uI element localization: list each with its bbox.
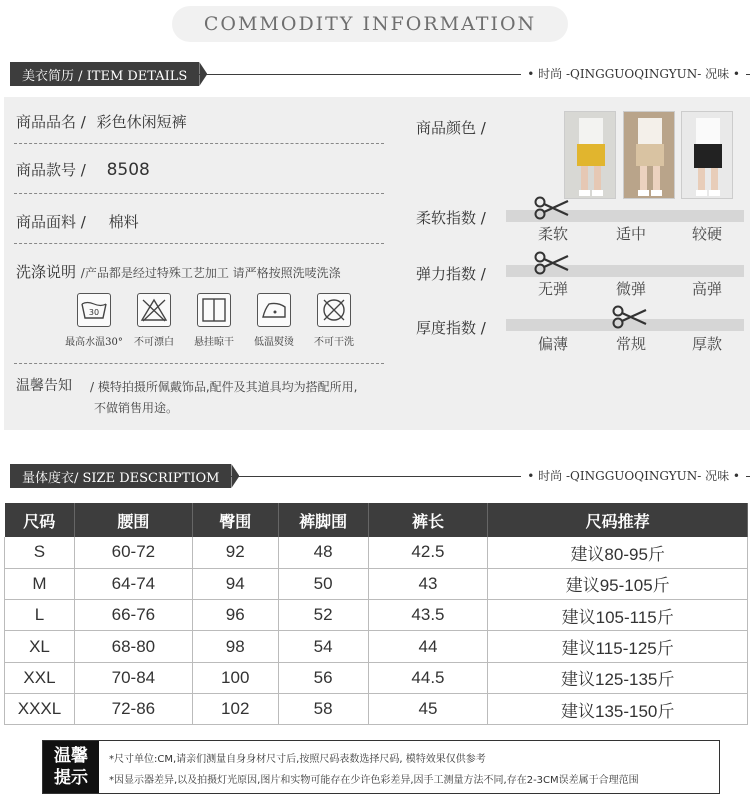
divider	[14, 363, 384, 364]
table-cell: 72-86	[74, 693, 192, 724]
table-cell: 94	[192, 568, 278, 599]
table-cell: 68-80	[74, 631, 192, 662]
table-cell: 建议135-150斤	[488, 693, 748, 724]
fabric-label: 商品面料 /	[16, 213, 86, 231]
scissors-icon	[534, 195, 570, 221]
scale-option: 柔软	[538, 225, 569, 243]
table-cell: 100	[192, 662, 278, 693]
column-header: 尺码	[5, 503, 75, 537]
table-row	[5, 693, 748, 724]
divider	[14, 143, 384, 144]
table-cell: 44.5	[368, 662, 488, 693]
table-cell: 50	[278, 568, 368, 599]
yellow-shorts-photo	[564, 111, 616, 199]
table-cell: 58	[278, 693, 368, 724]
table-cell: 54	[278, 631, 368, 662]
table-cell: 43.5	[368, 600, 488, 631]
details-left-column	[4, 97, 388, 430]
care-item	[64, 293, 124, 348]
scale-option: 微弹	[616, 280, 647, 298]
tip-box	[42, 740, 720, 794]
item-details-tab: 美衣简历 / ITEM DETAILS	[10, 62, 199, 86]
table-cell: 43	[368, 568, 488, 599]
elasticity-label: 弹力指数 /	[416, 265, 486, 283]
table-cell: L	[5, 600, 75, 631]
care-label: 最高水温30°	[65, 337, 123, 348]
tip-line: *尺寸单位:CM,请亲们测量自身身材尺寸后,按照尺码表数选择尺码, 模特效果仅供参考	[109, 754, 486, 765]
black-shorts-photo	[681, 111, 733, 199]
table-cell: 建议95-105斤	[488, 568, 748, 599]
notice-line: / 模特拍摄所佩戴饰品,配件及其道具均为搭配所用,	[90, 380, 358, 394]
column-header: 裤脚围	[278, 503, 368, 537]
beige-shorts-photo	[623, 111, 675, 199]
table-cell: XXXL	[5, 693, 75, 724]
wash-label: 洗涤说明	[16, 263, 77, 281]
brand-slogan: • 时尚 -QINGGUOQINGYUN- 况味 •	[521, 467, 746, 484]
column-header: 腰围	[74, 503, 192, 537]
table-cell: 56	[278, 662, 368, 693]
name-value: 彩色休闲短裤	[96, 113, 187, 131]
notice-label: 温馨告知	[16, 378, 72, 394]
banner-title: COMMODITY INFORMATION	[203, 13, 537, 35]
care-item	[184, 293, 244, 348]
table-cell: 96	[192, 600, 278, 631]
wash-30-icon	[77, 293, 111, 327]
table-cell: 45	[368, 693, 488, 724]
table-header-row	[5, 503, 748, 537]
no-bleach-icon	[137, 293, 171, 327]
table-cell: 建议105-115斤	[488, 600, 748, 631]
color-label: 商品颜色 /	[416, 119, 486, 137]
tip-badge	[43, 741, 99, 793]
table-cell: S	[5, 537, 75, 568]
care-item	[124, 293, 184, 348]
care-item	[304, 293, 364, 348]
item-details-panel	[4, 97, 750, 430]
table-row	[5, 568, 748, 599]
top-banner	[172, 6, 568, 42]
table-cell: 64-74	[74, 568, 192, 599]
tip-badge-line: 提示	[54, 768, 88, 788]
softness-label: 柔软指数 /	[416, 209, 486, 227]
table-cell: 42.5	[368, 537, 488, 568]
care-item	[244, 293, 304, 348]
divider	[14, 193, 384, 194]
table-cell: M	[5, 568, 75, 599]
table-cell: 48	[278, 537, 368, 568]
care-label: 低温熨烫	[254, 337, 294, 348]
table-cell: 建议125-135斤	[488, 662, 748, 693]
scale-option: 无弹	[538, 280, 569, 298]
size-table	[4, 503, 748, 725]
table-cell: 52	[278, 600, 368, 631]
column-header: 尺码推荐	[488, 503, 748, 537]
table-cell: 建议80-95斤	[488, 537, 748, 568]
fabric-row	[16, 211, 139, 232]
wash-text: /产品都是经过特殊工艺加工 请严格按照洗唛洗涤	[80, 266, 341, 280]
hang-dry-icon	[197, 293, 231, 327]
notice-body	[90, 377, 390, 419]
table-cell: 92	[192, 537, 278, 568]
thickness-label: 厚度指数 /	[416, 319, 486, 337]
code-label: 商品款号 /	[16, 161, 86, 179]
care-label: 不可干洗	[314, 337, 354, 348]
scale-option: 高弹	[692, 280, 723, 298]
table-cell: XL	[5, 631, 75, 662]
notice-line: 不做销售用途。	[94, 401, 179, 415]
size-description-tab: 量体度衣/ SIZE DESCRIPTIOM	[10, 464, 231, 488]
scale-option: 厚款	[692, 335, 723, 353]
scale-option: 较硬	[692, 225, 723, 243]
size-description-header	[0, 462, 750, 492]
item-details-header	[0, 60, 750, 90]
table-cell: 60-72	[74, 537, 192, 568]
table-cell: 44	[368, 631, 488, 662]
table-cell: 102	[192, 693, 278, 724]
table-row	[5, 600, 748, 631]
wash-row	[16, 261, 341, 282]
name-row	[16, 111, 187, 132]
table-cell: 建议115-125斤	[488, 631, 748, 662]
brand-slogan: • 时尚 -QINGGUOQINGYUN- 况味 •	[521, 65, 746, 82]
table-row	[5, 631, 748, 662]
care-label: 不可漂白	[134, 337, 174, 348]
tip-badge-line: 温馨	[54, 746, 88, 766]
details-right-column	[388, 97, 750, 430]
tip-line: *因显示器差异,以及拍摄灯光原因,图片和实物可能存在少许色彩差异,因手工测量方法不同,存在2-3CM误差属于合理范围	[109, 775, 639, 786]
divider	[14, 243, 384, 244]
scale-option: 常规	[616, 335, 647, 353]
table-cell: 98	[192, 631, 278, 662]
scissors-icon	[612, 304, 648, 330]
no-dry-clean-icon	[317, 293, 351, 327]
low-iron-icon	[257, 293, 291, 327]
column-header: 臀围	[192, 503, 278, 537]
column-header: 裤长	[368, 503, 488, 537]
table-cell: 70-84	[74, 662, 192, 693]
table-row	[5, 662, 748, 693]
scissors-icon	[534, 250, 570, 276]
name-label: 商品品名 /	[16, 113, 86, 131]
svg-text:30: 30	[88, 308, 100, 317]
code-value: 8508	[106, 160, 150, 180]
table-cell: XXL	[5, 662, 75, 693]
care-icons	[64, 293, 364, 353]
care-label: 悬挂晾干	[194, 337, 234, 348]
table-cell: 66-76	[74, 600, 192, 631]
scale-option: 适中	[616, 225, 647, 243]
table-row	[5, 537, 748, 568]
code-row	[16, 159, 150, 180]
fabric-value: 棉料	[108, 213, 139, 231]
scale-option: 偏薄	[538, 335, 569, 353]
